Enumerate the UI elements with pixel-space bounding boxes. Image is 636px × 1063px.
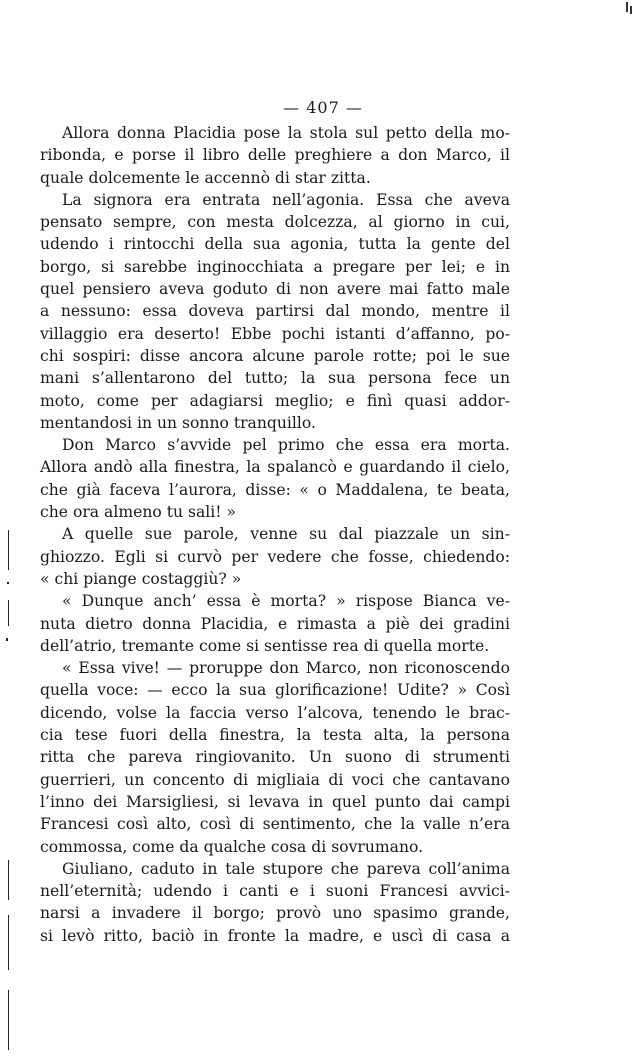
text-line: A quelle sue parole, venne su dal piazzale un sin- [62,525,510,544]
text-line: nell’eternità; udendo i canti e i suoni Francesi avvici- [40,882,510,901]
text-line: « Essa vive! — proruppe don Marco, non riconoscendo [62,659,510,678]
text-line: dell’atrio, tremante come si sentisse rea di quella morte. [40,636,490,655]
text-line: villaggio era deserto! Ebbe pochi istanti d’affanno, po- [40,324,510,343]
text-line: a nessuno: essa doveva partirsi dal mondo, mentre il [40,302,510,321]
text-line: borgo, si sarebbe inginocchiata a pregare per lei; e in [40,257,510,276]
body-text [40,122,510,947]
text-line: quel pensiero aveva goduto di non avere mai fatto male [40,280,510,299]
text-line: chi sospiri: disse ancora alcune parole rotte; poi le sue [40,346,510,365]
text-line: udendo i rintocchi della sua agonia, tutta la gente del [40,235,510,254]
text-line: Allora andò alla finestra, la spalancò e guardando il cielo, [40,458,510,477]
text-line: narsi a invadere il borgo; provò uno spasimo grande, [40,904,510,923]
text-line: ribonda, e porse il libro delle preghiere a don Marco, il [40,146,510,165]
text-line: si levò ritto, baciò in fronte la madre, e uscì di casa a [40,926,510,945]
text-line: pensato sempre, con mesta dolcezza, al giorno in cui, [40,213,510,232]
text-line: cia tese fuori della finestra, la testa alta, la persona [40,726,510,745]
text-line: quale dolcemente le accennò di star zitta. [40,168,371,187]
text-line: dicendo, volse la faccia verso l’alcova, tenendo le brac- [40,703,510,722]
text-line: l’inno dei Marsigliesi, si levava in quel punto dai campi [40,792,510,811]
text-line: mentandosi in un sonno tranquillo. [40,413,316,432]
text-line: mani s’allentarono del tutto; la sua persona fece un [40,369,510,388]
text-line: Don Marco s’avvide pel primo che essa era morta. [62,436,510,455]
text-line: nuta dietro donna Placidia, e rimasta a piè dei gradini [40,614,510,633]
text-line: Allora donna Placidia pose la stola sul petto della mo- [62,124,510,142]
text-line: guerrieri, un concento di migliaia di voci che cantavano [40,770,510,789]
scan-margin-marks [2,520,16,1060]
text-line: Giuliano, caduto in tale stupore che pareva coll’anima [62,859,510,878]
text-line: Francesi così alto, così di sentimento, che la valle n’era [40,815,510,834]
text-line: ritta che pareva ringiovanito. Un suono di strumenti [40,748,510,767]
text-line: « chi piange costaggiù? » [40,569,242,588]
text-line: ghiozzo. Egli si curvò per vedere che fosse, chiedendo: [40,547,510,566]
text-line: « Dunque anch’ essa è morta? » rispose Bianca ve- [62,592,510,611]
text-line: che ora almeno tu sali! » [40,503,237,522]
text-line: commossa, come da qualche cosa di sovrumano. [40,837,424,856]
text-line: La signora era entrata nell’agonia. Essa che aveva [62,190,510,209]
scan-corner-mark [624,2,634,18]
text-line: che già faceva l’aurora, disse: « o Maddalena, te beata, [40,480,510,499]
text-line: moto, come per adagiarsi meglio; e finì quasi addor- [40,391,510,410]
text-line: quella voce: — ecco la sua glorificazione! Udite? » Così [40,681,510,700]
page-number: — 407 — [283,98,363,117]
